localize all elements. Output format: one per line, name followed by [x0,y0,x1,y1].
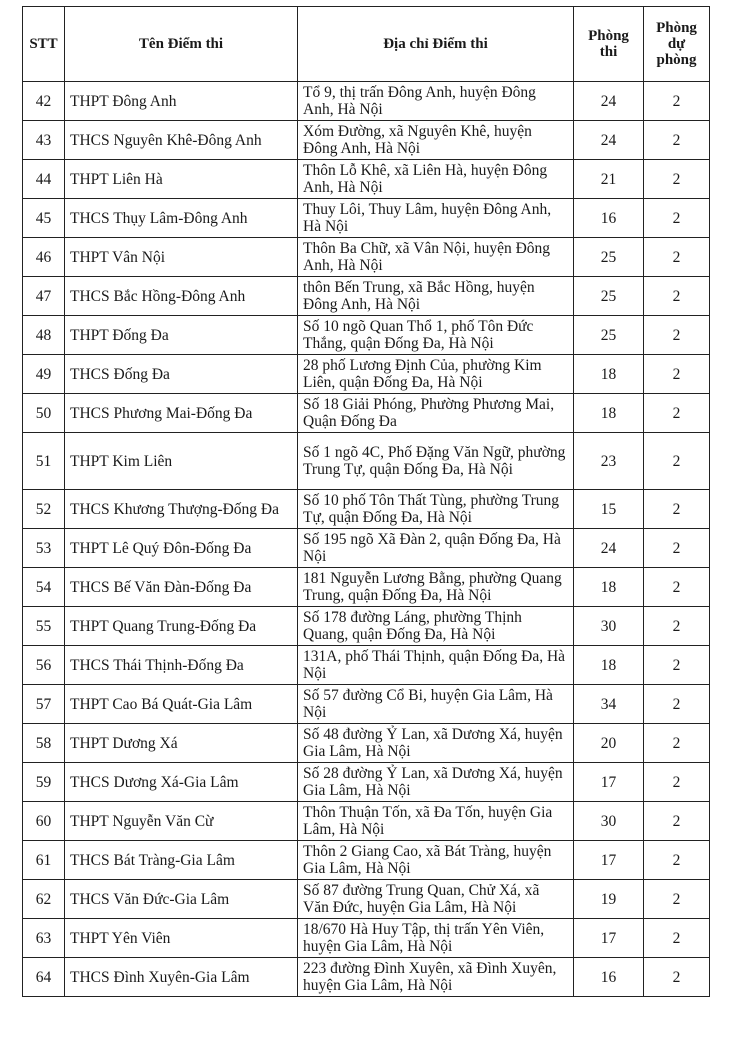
reserve-rooms-cell: 2 [644,433,710,490]
reserve-rooms-cell: 2 [644,685,710,724]
site-name-cell: THPT Lê Quý Đôn-Đống Đa [65,529,298,568]
stt-cell: 45 [23,199,65,238]
site-name-cell: THPT Cao Bá Quát-Gia Lâm [65,685,298,724]
reserve-rooms-cell: 2 [644,238,710,277]
site-name-cell: THCS Bế Văn Đàn-Đống Đa [65,568,298,607]
reserve-rooms-cell: 2 [644,277,710,316]
rooms-cell: 17 [574,919,644,958]
stt-cell: 44 [23,160,65,199]
header-rooms: Phòng thi [574,7,644,82]
stt-cell: 46 [23,238,65,277]
stt-cell: 61 [23,841,65,880]
stt-cell: 63 [23,919,65,958]
rooms-cell: 16 [574,199,644,238]
stt-cell: 60 [23,802,65,841]
table-row [23,880,710,919]
table-row [23,199,710,238]
site-address-cell: 28 phố Lương Định Của, phường Kim Liên, quận Đống Đa, Hà Nội [298,355,574,394]
header-address: Địa chỉ Điểm thi [298,7,574,82]
site-address-cell: Thôn 2 Giang Cao, xã Bát Tràng, huyện Gia Lâm, Hà Nội [298,841,574,880]
reserve-rooms-cell: 2 [644,490,710,529]
reserve-rooms-cell: 2 [644,199,710,238]
reserve-rooms-cell: 2 [644,646,710,685]
site-name-cell: THCS Bắc Hồng-Đông Anh [65,277,298,316]
site-name-cell: THCS Bát Tràng-Gia Lâm [65,841,298,880]
site-address-cell: 223 đường Đình Xuyên, xã Đình Xuyên, huyện Gia Lâm, Hà Nội [298,958,574,997]
table-row [23,724,710,763]
site-address-cell: Thôn Lỗ Khê, xã Liên Hà, huyện Đông Anh, Hà Nội [298,160,574,199]
stt-cell: 55 [23,607,65,646]
site-name-cell: THCS Nguyên Khê-Đông Anh [65,121,298,160]
rooms-cell: 20 [574,724,644,763]
reserve-rooms-cell: 2 [644,958,710,997]
site-address-cell: Số 28 đường Ỷ Lan, xã Dương Xá, huyện Gia Lâm, Hà Nội [298,763,574,802]
stt-cell: 48 [23,316,65,355]
table-row [23,433,710,490]
site-address-cell: Thuy Lôi, Thuy Lâm, huyện Đông Anh, Hà Nội [298,199,574,238]
site-name-cell: THCS Khương Thượng-Đống Đa [65,490,298,529]
stt-cell: 49 [23,355,65,394]
header-row [23,7,710,82]
table-row [23,490,710,529]
site-name-cell: THPT Dương Xá [65,724,298,763]
stt-cell: 64 [23,958,65,997]
table-row [23,160,710,199]
stt-cell: 54 [23,568,65,607]
rooms-cell: 34 [574,685,644,724]
rooms-cell: 21 [574,160,644,199]
site-address-cell: 131A, phố Thái Thịnh, quận Đống Đa, Hà Nội [298,646,574,685]
site-name-cell: THCS Thụy Lâm-Đông Anh [65,199,298,238]
site-name-cell: THPT Yên Viên [65,919,298,958]
reserve-rooms-cell: 2 [644,82,710,121]
rooms-cell: 25 [574,316,644,355]
stt-cell: 47 [23,277,65,316]
rooms-cell: 18 [574,355,644,394]
table-row [23,568,710,607]
table-row [23,82,710,121]
site-name-cell: THCS Đống Đa [65,355,298,394]
table-row [23,238,710,277]
rooms-cell: 16 [574,958,644,997]
site-name-cell: THCS Văn Đức-Gia Lâm [65,880,298,919]
site-address-cell: Thôn Thuận Tốn, xã Đa Tốn, huyện Gia Lâm, Hà Nội [298,802,574,841]
stt-cell: 42 [23,82,65,121]
header-name: Tên Điểm thi [65,7,298,82]
reserve-rooms-cell: 2 [644,724,710,763]
table-row [23,763,710,802]
stt-cell: 59 [23,763,65,802]
table-row [23,685,710,724]
stt-cell: 43 [23,121,65,160]
site-name-cell: THPT Liên Hà [65,160,298,199]
site-name-cell: THPT Đống Đa [65,316,298,355]
site-address-cell: 18/670 Hà Huy Tập, thị trấn Yên Viên, huyện Gia Lâm, Hà Nội [298,919,574,958]
site-address-cell: Số 195 ngõ Xã Đàn 2, quận Đống Đa, Hà Nội [298,529,574,568]
site-address-cell: 181 Nguyễn Lương Bằng, phường Quang Trung, quận Đống Đa, Hà Nội [298,568,574,607]
table-row [23,919,710,958]
rooms-cell: 30 [574,607,644,646]
table-row [23,646,710,685]
reserve-rooms-cell: 2 [644,763,710,802]
site-address-cell: Số 10 ngõ Quan Thổ 1, phố Tôn Đức Thắng, quận Đống Đa, Hà Nội [298,316,574,355]
reserve-rooms-cell: 2 [644,919,710,958]
rooms-cell: 15 [574,490,644,529]
site-name-cell: THPT Quang Trung-Đống Đa [65,607,298,646]
reserve-rooms-cell: 2 [644,607,710,646]
site-address-cell: Số 48 đường Ỷ Lan, xã Dương Xá, huyện Gia Lâm, Hà Nội [298,724,574,763]
site-address-cell: Tổ 9, thị trấn Đông Anh, huyện Đông Anh, Hà Nội [298,82,574,121]
reserve-rooms-cell: 2 [644,121,710,160]
table-body [23,82,710,997]
table-row [23,958,710,997]
rooms-cell: 30 [574,802,644,841]
site-name-cell: THPT Đông Anh [65,82,298,121]
rooms-cell: 24 [574,121,644,160]
stt-cell: 57 [23,685,65,724]
reserve-rooms-cell: 2 [644,355,710,394]
rooms-cell: 23 [574,433,644,490]
rooms-cell: 19 [574,880,644,919]
reserve-rooms-cell: 2 [644,802,710,841]
rooms-cell: 24 [574,82,644,121]
site-address-cell: Xóm Đường, xã Nguyên Khê, huyện Đông Anh, Hà Nội [298,121,574,160]
site-name-cell: THPT Vân Nội [65,238,298,277]
site-address-cell: Số 18 Giải Phóng, Phường Phương Mai, Quận Đống Đa [298,394,574,433]
stt-cell: 56 [23,646,65,685]
site-name-cell: THCS Phương Mai-Đống Đa [65,394,298,433]
header-reserve: Phòng dự phòng [644,7,710,82]
table-row [23,316,710,355]
site-name-cell: THCS Dương Xá-Gia Lâm [65,763,298,802]
site-address-cell: Số 178 đường Láng, phường Thịnh Quang, quận Đống Đa, Hà Nội [298,607,574,646]
site-address-cell: thôn Bến Trung, xã Bắc Hồng, huyện Đông Anh, Hà Nội [298,277,574,316]
site-address-cell: Số 1 ngõ 4C, Phố Đặng Văn Ngữ, phường Trung Tự, quận Đống Đa, Hà Nội [298,433,574,490]
reserve-rooms-cell: 2 [644,160,710,199]
site-name-cell: THPT Nguyễn Văn Cừ [65,802,298,841]
site-address-cell: Số 10 phố Tôn Thất Tùng, phường Trung Tự, quận Đống Đa, Hà Nội [298,490,574,529]
site-address-cell: Số 87 đường Trung Quan, Chử Xá, xã Văn Đức, huyện Gia Lâm, Hà Nội [298,880,574,919]
header-stt: STT [23,7,65,82]
table-row [23,529,710,568]
rooms-cell: 18 [574,394,644,433]
rooms-cell: 17 [574,841,644,880]
site-name-cell: THCS Thái Thịnh-Đống Đa [65,646,298,685]
reserve-rooms-cell: 2 [644,394,710,433]
reserve-rooms-cell: 2 [644,880,710,919]
rooms-cell: 18 [574,646,644,685]
stt-cell: 50 [23,394,65,433]
reserve-rooms-cell: 2 [644,568,710,607]
table-row [23,841,710,880]
table-row [23,277,710,316]
stt-cell: 51 [23,433,65,490]
site-name-cell: THPT Kim Liên [65,433,298,490]
table-row [23,121,710,160]
stt-cell: 53 [23,529,65,568]
site-name-cell: THCS Đình Xuyên-Gia Lâm [65,958,298,997]
reserve-rooms-cell: 2 [644,841,710,880]
stt-cell: 58 [23,724,65,763]
rooms-cell: 24 [574,529,644,568]
reserve-rooms-cell: 2 [644,529,710,568]
site-address-cell: Số 57 đường Cổ Bi, huyện Gia Lâm, Hà Nội [298,685,574,724]
site-address-cell: Thôn Ba Chữ, xã Vân Nội, huyện Đông Anh, Hà Nội [298,238,574,277]
stt-cell: 52 [23,490,65,529]
rooms-cell: 17 [574,763,644,802]
table-row [23,355,710,394]
table-row [23,802,710,841]
table-row [23,394,710,433]
reserve-rooms-cell: 2 [644,316,710,355]
rooms-cell: 18 [574,568,644,607]
rooms-cell: 25 [574,238,644,277]
table-row [23,607,710,646]
rooms-cell: 25 [574,277,644,316]
stt-cell: 62 [23,880,65,919]
exam-sites-table [22,6,710,997]
